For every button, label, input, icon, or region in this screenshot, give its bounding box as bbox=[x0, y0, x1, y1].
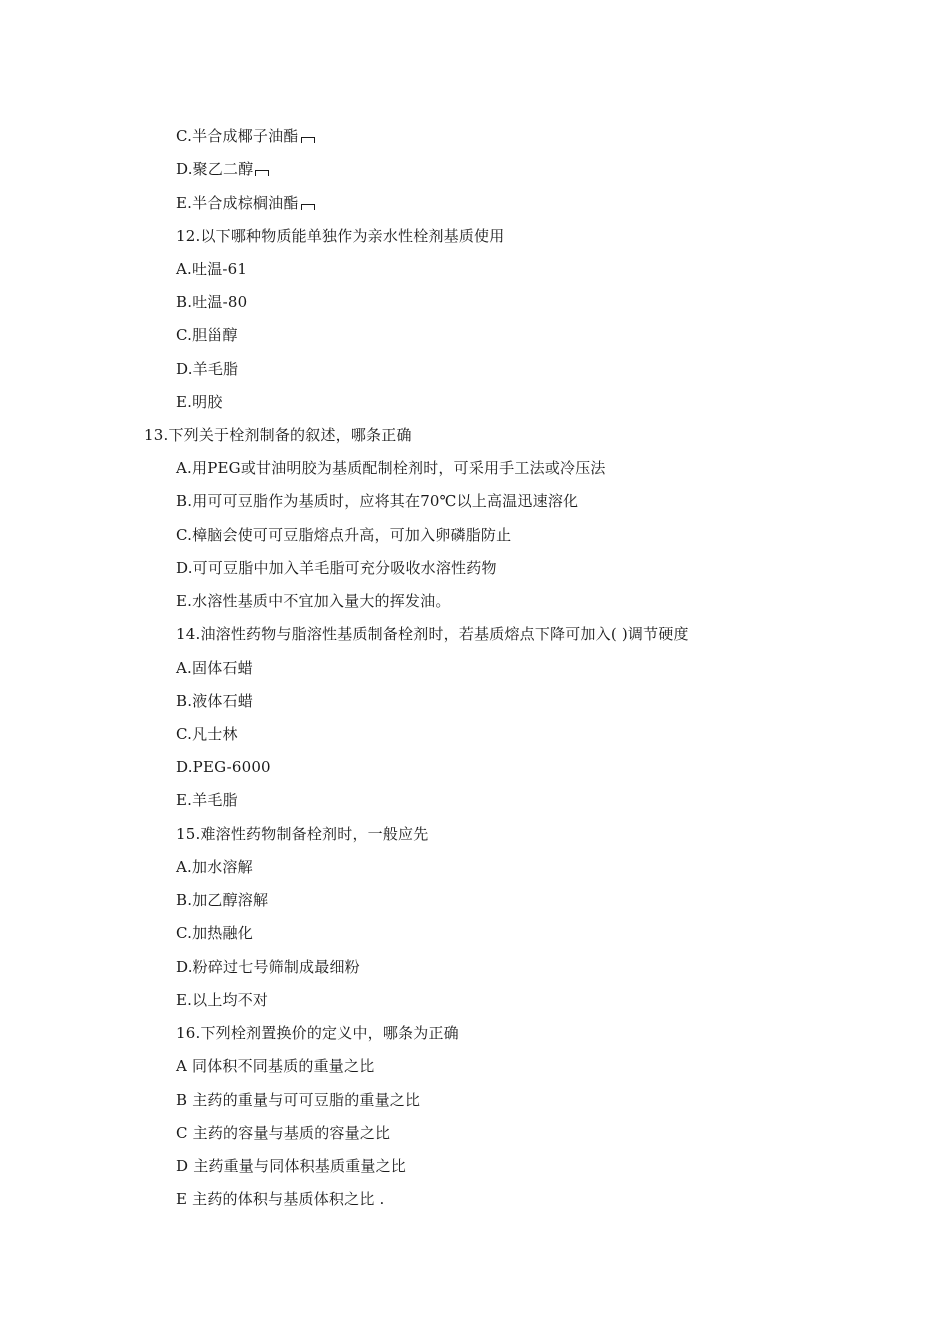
question-12: 12.以下哪种物质能单独作为亲水性栓剂基质使用 bbox=[176, 227, 505, 245]
option-b-q12: B.吐温-80 bbox=[176, 293, 248, 311]
question-14: 14.油溶性药物与脂溶性基质制备栓剂时，若基质熔点下降可加入( )调节硬度 bbox=[176, 625, 689, 643]
option-c-q16: C 主药的容量与基质的容量之比 bbox=[176, 1124, 391, 1142]
option-d-q16: D 主药重量与同体积基质重量之比 bbox=[176, 1157, 406, 1175]
question-13: 13.下列关于栓剂制备的叙述，哪条正确 bbox=[144, 426, 412, 444]
question-16: 16.下列栓剂置换价的定义中，哪条为正确 bbox=[176, 1024, 459, 1042]
option-e-q13: E.水溶性基质中不宜加入量大的挥发油。 bbox=[176, 592, 451, 610]
option-e-q14: E.羊毛脂 bbox=[176, 791, 238, 809]
option-a-q12: A.吐温-61 bbox=[176, 260, 248, 278]
option-text: D.聚乙二醇 bbox=[176, 160, 254, 178]
option-text: E.半合成棕榈油酯 bbox=[176, 194, 299, 212]
option-b-q14: B.液体石蜡 bbox=[176, 692, 253, 710]
option-a-q13: A.用PEG或甘油明胶为基质配制栓剂时，可采用手工法或冷压法 bbox=[176, 459, 606, 477]
option-e-q16: E 主药的体积与基质体积之比 . bbox=[176, 1190, 385, 1208]
option-d-q13: D.可可豆脂中加入羊毛脂可充分吸收水溶性药物 bbox=[176, 559, 497, 577]
option-d-q11 bbox=[176, 159, 269, 179]
option-a-q14: A.固体石蜡 bbox=[176, 659, 253, 677]
option-e-q12: E.明胶 bbox=[176, 393, 223, 411]
option-e-q15: E.以上均不对 bbox=[176, 991, 269, 1009]
question-15: 15.难溶性药物制备栓剂时，一般应先 bbox=[176, 825, 429, 843]
option-b-q15: B.加乙醇溶解 bbox=[176, 891, 269, 909]
edit-mark-icon bbox=[301, 204, 315, 210]
edit-mark-icon bbox=[255, 170, 269, 176]
option-c-q11 bbox=[176, 126, 315, 146]
edit-mark-icon bbox=[301, 137, 315, 143]
option-e-q11 bbox=[176, 193, 315, 213]
option-a-q16: A 同体积不同基质的重量之比 bbox=[176, 1057, 375, 1075]
option-b-q16: B 主药的重量与可可豆脂的重量之比 bbox=[176, 1091, 421, 1109]
option-text: C.半合成椰子油酯 bbox=[176, 127, 299, 145]
option-c-q15: C.加热融化 bbox=[176, 924, 253, 942]
option-c-q13: C.樟脑会使可可豆脂熔点升高，可加入卵磷脂防止 bbox=[176, 526, 512, 544]
option-c-q14: C.凡士林 bbox=[176, 725, 238, 743]
option-c-q12: C.胆甾醇 bbox=[176, 326, 238, 344]
option-d-q14: D.PEG-6000 bbox=[176, 758, 271, 776]
option-d-q12: D.羊毛脂 bbox=[176, 360, 239, 378]
option-b-q13: B.用可可豆脂作为基质时，应将其在70℃以上高温迅速溶化 bbox=[176, 492, 579, 510]
option-d-q15: D.粉碎过七号筛制成最细粉 bbox=[176, 958, 360, 976]
option-a-q15: A.加水溶解 bbox=[176, 858, 253, 876]
